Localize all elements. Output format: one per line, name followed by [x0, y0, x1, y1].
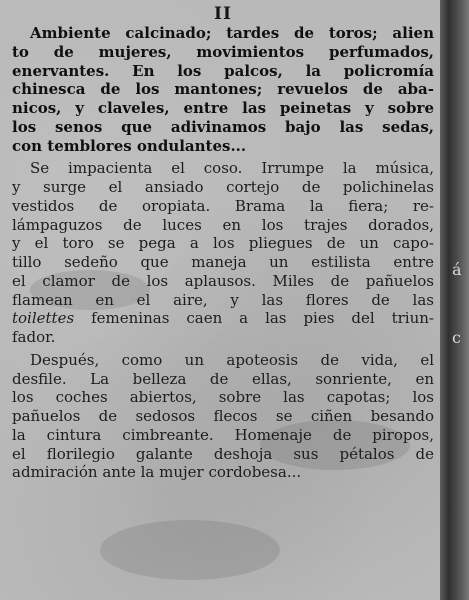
text-line: con temblores ondulantes... [12, 136, 247, 155]
text-line: to de mujeres, movimientos perfumados, [12, 42, 434, 61]
section-number: II [214, 4, 232, 24]
text-line: la cintura cimbreante. Homenaje de piropos, [12, 425, 434, 444]
adjacent-column-fragment: á [452, 260, 462, 279]
text-line: los senos que adivinamos bajo las sedas, [12, 117, 434, 136]
text-line: tillo sedeño que maneja un estilista entre [12, 253, 434, 271]
text-line: flamean en el aire, y las flores de las [12, 290, 434, 309]
italic-word: toilettes [12, 309, 75, 328]
text-line: chinesca de los mantones; revuelos de aba- [12, 80, 434, 99]
text-line-with-italic [12, 309, 434, 328]
paragraph-1 [12, 24, 434, 155]
text-line: vestidos de oropiata. Brama la fiera; re- [12, 196, 434, 215]
text-line: admiración ante la mujer cordobesa... [12, 463, 302, 482]
text-line: el florilegio galante deshoja sus pétalos de [12, 444, 434, 463]
text-line: fador. [12, 328, 56, 346]
adjacent-column-edge [440, 0, 469, 600]
ink-smudge [100, 520, 280, 580]
paragraph-3 [12, 351, 434, 482]
text-line: Ambiente calcinado; tardes de toros; alien [30, 24, 434, 42]
text-line: y surge el ansiado cortejo de polichinelas [12, 178, 434, 196]
text-line: nicos, y claveles, entre las peinetas y sobre [12, 99, 434, 117]
paragraph-2 [12, 159, 434, 347]
text-line: y el toro se pega a los pliegues de un capo- [12, 234, 434, 253]
text-line: el clamor de los aplausos. Miles de pañuelos [12, 271, 434, 290]
text-line: pañuelos de sedosos flecos se ciñen besando [12, 407, 434, 425]
text-line-rest: femeninas caen a las pies del triun- [74, 309, 434, 328]
text-line: los coches abiertos, sobre las capotas; los [12, 388, 434, 407]
text-line: enervantes. En los palcos, la policromía [12, 61, 434, 80]
article-column [12, 24, 434, 482]
adjacent-column-fragment: c [452, 328, 461, 347]
text-line: Después, como un apoteosis de vida, el [30, 350, 434, 369]
text-line: lámpaguzos de luces en los trajes dorados, [12, 215, 434, 234]
text-line: Se impacienta el coso. Irrumpe la música, [30, 159, 434, 178]
text-line: desfile. La belleza de ellas, sonriente, en [12, 369, 434, 388]
